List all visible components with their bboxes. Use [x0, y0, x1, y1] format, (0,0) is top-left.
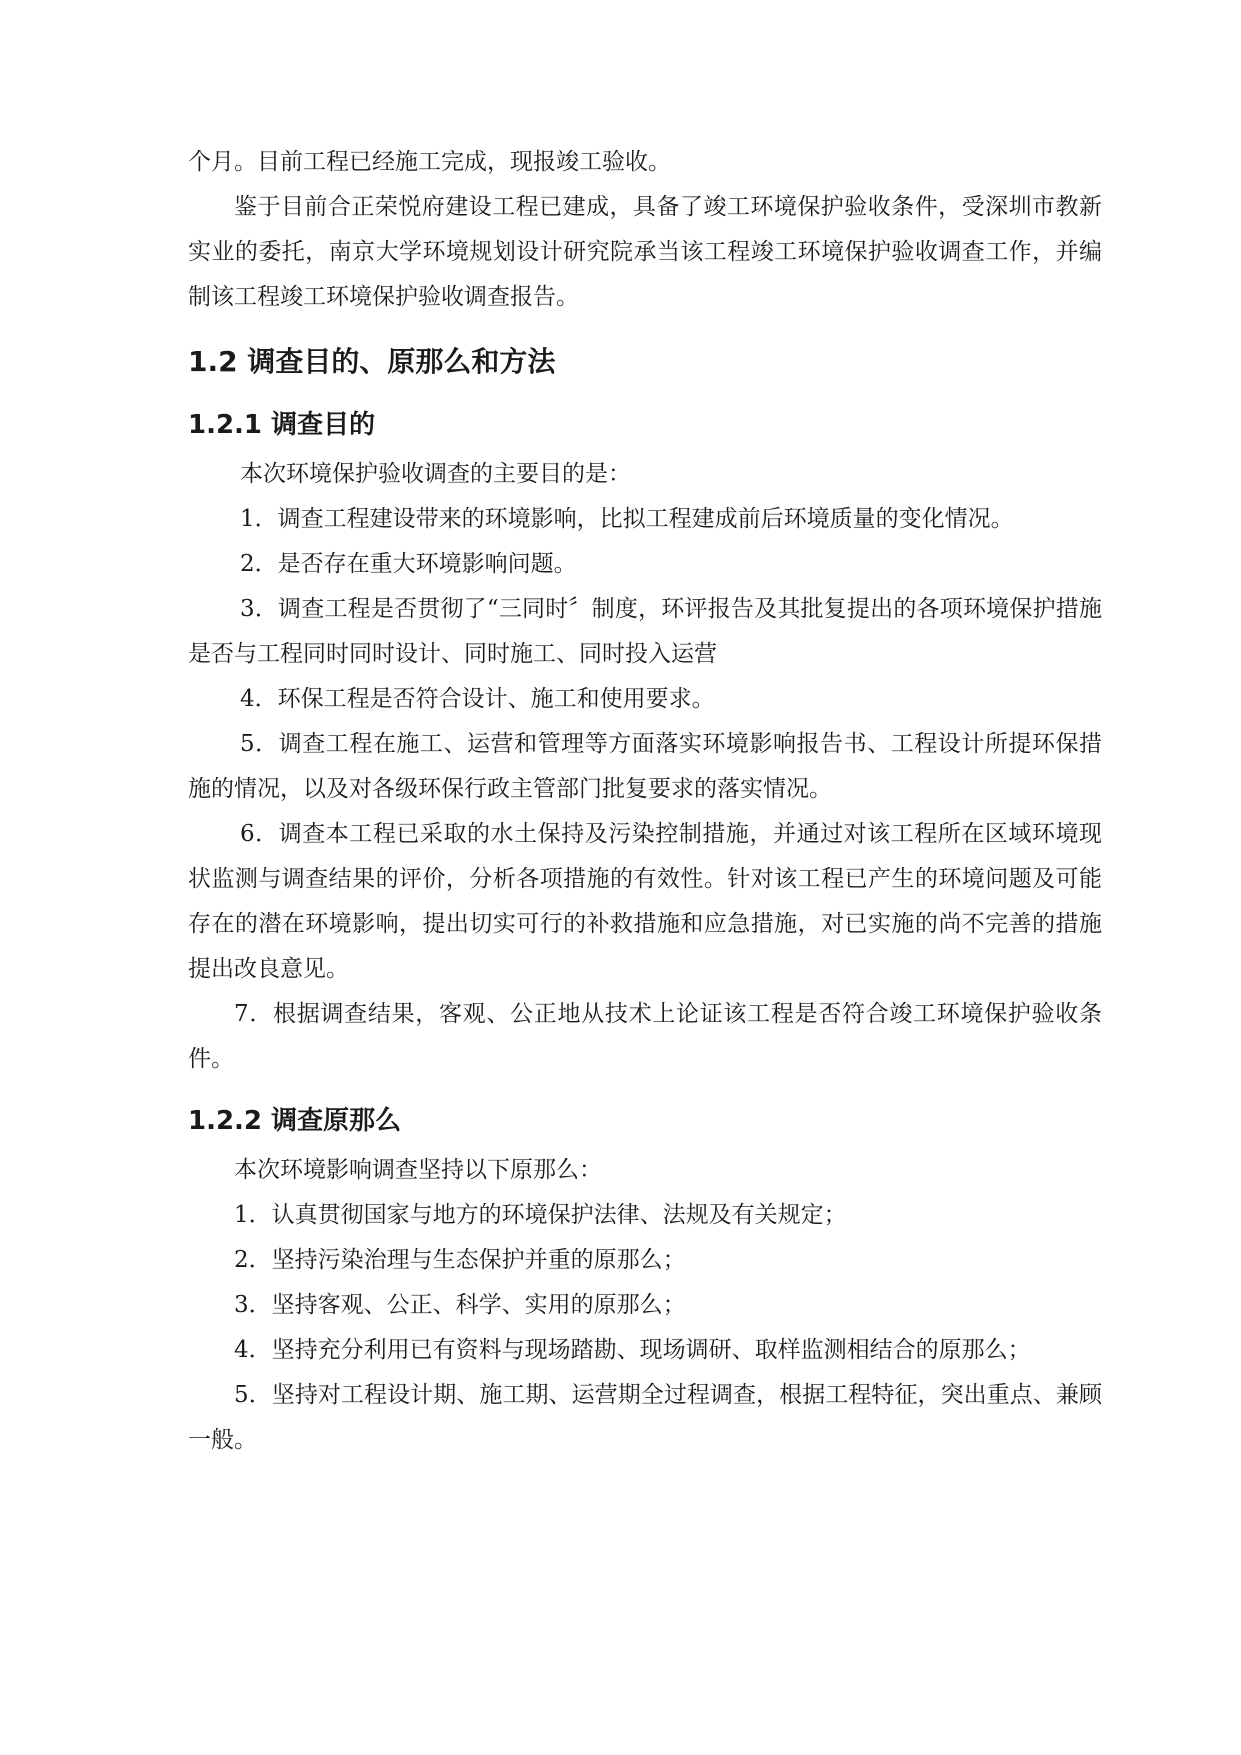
principle-item-3: 3．坚持客观、公正、科学、实用的原那么；: [234, 1292, 686, 1318]
section-heading-1-2-1: 1.2.1 调查目的: [188, 410, 376, 440]
principle-item-1: 1．认真贯彻国家与地方的环境保护法律、法规及有关规定；: [234, 1202, 847, 1228]
principle-item-4: 4．坚持充分利用已有资料与现场踏勘、现场调研、取样监测相结合的原那么；: [234, 1337, 1031, 1363]
purpose-item-2: 2．是否存在重大环境影响问题。: [240, 551, 577, 577]
principle-item-5: 5．坚持对工程设计期、施工期、运营期全过程调查，根据工程特征，突出重点、兼顾一般。: [188, 1382, 1102, 1453]
purpose-item-1: 1．调查工程建设带来的环境影响，比拟工程建成前后环境质量的变化情况。: [240, 506, 1014, 532]
principle-item-2: 2．坚持污染治理与生态保护并重的原那么；: [234, 1247, 686, 1273]
document-page: [188, 140, 1102, 1463]
section-heading-1-2: 1.2 调查目的、原那么和方法: [188, 345, 556, 378]
principle-intro: 本次环境影响调查坚持以下原那么：: [234, 1157, 602, 1183]
paragraph-continuation: 个月。目前工程已经施工完成，现报竣工验收。: [188, 149, 671, 175]
purpose-item-3: 3．调查工程是否贯彻了“三同时〞制度，环评报告及其批复提出的各项环境保护措施是否与工程同时同时设计、同时施工、同时投入运营: [188, 596, 1102, 667]
purpose-item-6: 6．调查本工程已采取的水土保持及污染控制措施，并通过对该工程所在区域环境现状监测与调查结果的评价，分析各项措施的有效性。针对该工程已产生的环境问题及可能存在的潜在环境影响，提出切实可行的补救措施和应急措施，对已实施的尚不完善的措施提出改良意见。: [188, 821, 1102, 982]
purpose-item-7: 7．根据调查结果，客观、公正地从技术上论证该工程是否符合竣工环境保护验收条件。: [188, 1001, 1102, 1072]
purpose-item-4: 4．环保工程是否符合设计、施工和使用要求。: [240, 686, 715, 712]
section-heading-1-2-2: 1.2.2 调查原那么: [188, 1106, 402, 1136]
paragraph-background: 鉴于目前合正荣悦府建设工程已建成，具备了竣工环境保护验收条件，受深圳市教新实业的委托，南京大学环境规划设计研究院承当该工程竣工环境保护验收调查工作，并编制该工程竣工环境保护验收调查报告。: [188, 194, 1102, 310]
purpose-intro: 本次环境保护验收调查的主要目的是：: [240, 461, 631, 487]
purpose-item-5: 5．调查工程在施工、运营和管理等方面落实环境影响报告书、工程设计所提环保措施的情况，以及对各级环保行政主管部门批复要求的落实情况。: [188, 731, 1102, 802]
